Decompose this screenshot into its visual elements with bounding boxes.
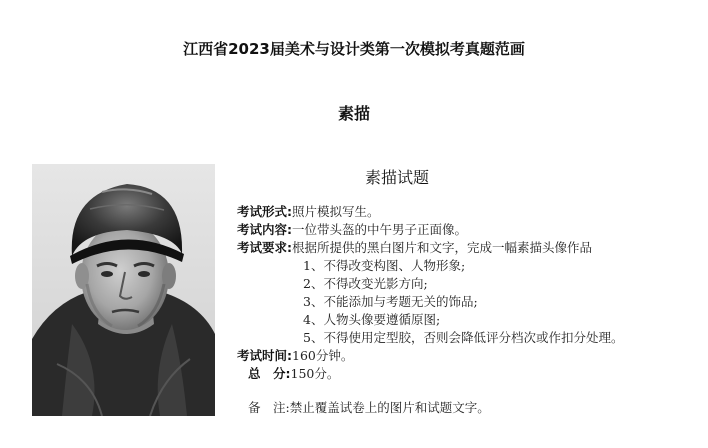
requirement-item: 4、人物头像要遵循原图; [303, 312, 441, 327]
exam-score-row [248, 364, 339, 382]
exam-content-row [237, 220, 467, 238]
exam-note-label: 备 注: [248, 400, 290, 415]
exam-requirements-label: 考试要求: [237, 240, 292, 255]
exam-title: 素描试题 [364, 168, 429, 187]
requirement-item: 2、不得改变光影方向; [303, 276, 428, 291]
exam-note-value: 禁止覆盖试卷上的图片和试题文字。 [289, 400, 490, 415]
exam-form-label: 考试形式: [237, 204, 292, 219]
exam-form-value: 照片模拟写生。 [292, 204, 380, 219]
exam-time-label: 考试时间: [237, 348, 292, 363]
section-title: 素描 [337, 104, 370, 123]
document-title: 江西省2023届美术与设计类第一次模拟考真题范画 [183, 40, 525, 58]
exam-score-label: 总 分: [248, 366, 291, 381]
exam-score-value: 150分。 [290, 366, 340, 381]
exam-requirements-value: 根据所提供的黑白图片和文字，完成一幅素描头像作品 [292, 240, 593, 255]
portrait-illustration [32, 164, 215, 416]
exam-content-value: 一位带头盔的中午男子正面像。 [292, 222, 468, 237]
exam-note-row [248, 398, 490, 416]
exam-requirements-row [237, 238, 592, 256]
requirement-item: 5、不得使用定型胶，否则会降低评分档次或作扣分处理。 [303, 330, 624, 345]
reference-photo [32, 164, 215, 416]
exam-time-value: 160分钟。 [292, 348, 354, 363]
requirement-item: 3、不能添加与考题无关的饰品; [303, 294, 478, 309]
requirement-item: 1、不得改变构图、人物形象; [303, 258, 466, 273]
exam-content-label: 考试内容: [237, 222, 292, 237]
exam-time-row [237, 346, 353, 364]
exam-form-row [237, 202, 380, 220]
